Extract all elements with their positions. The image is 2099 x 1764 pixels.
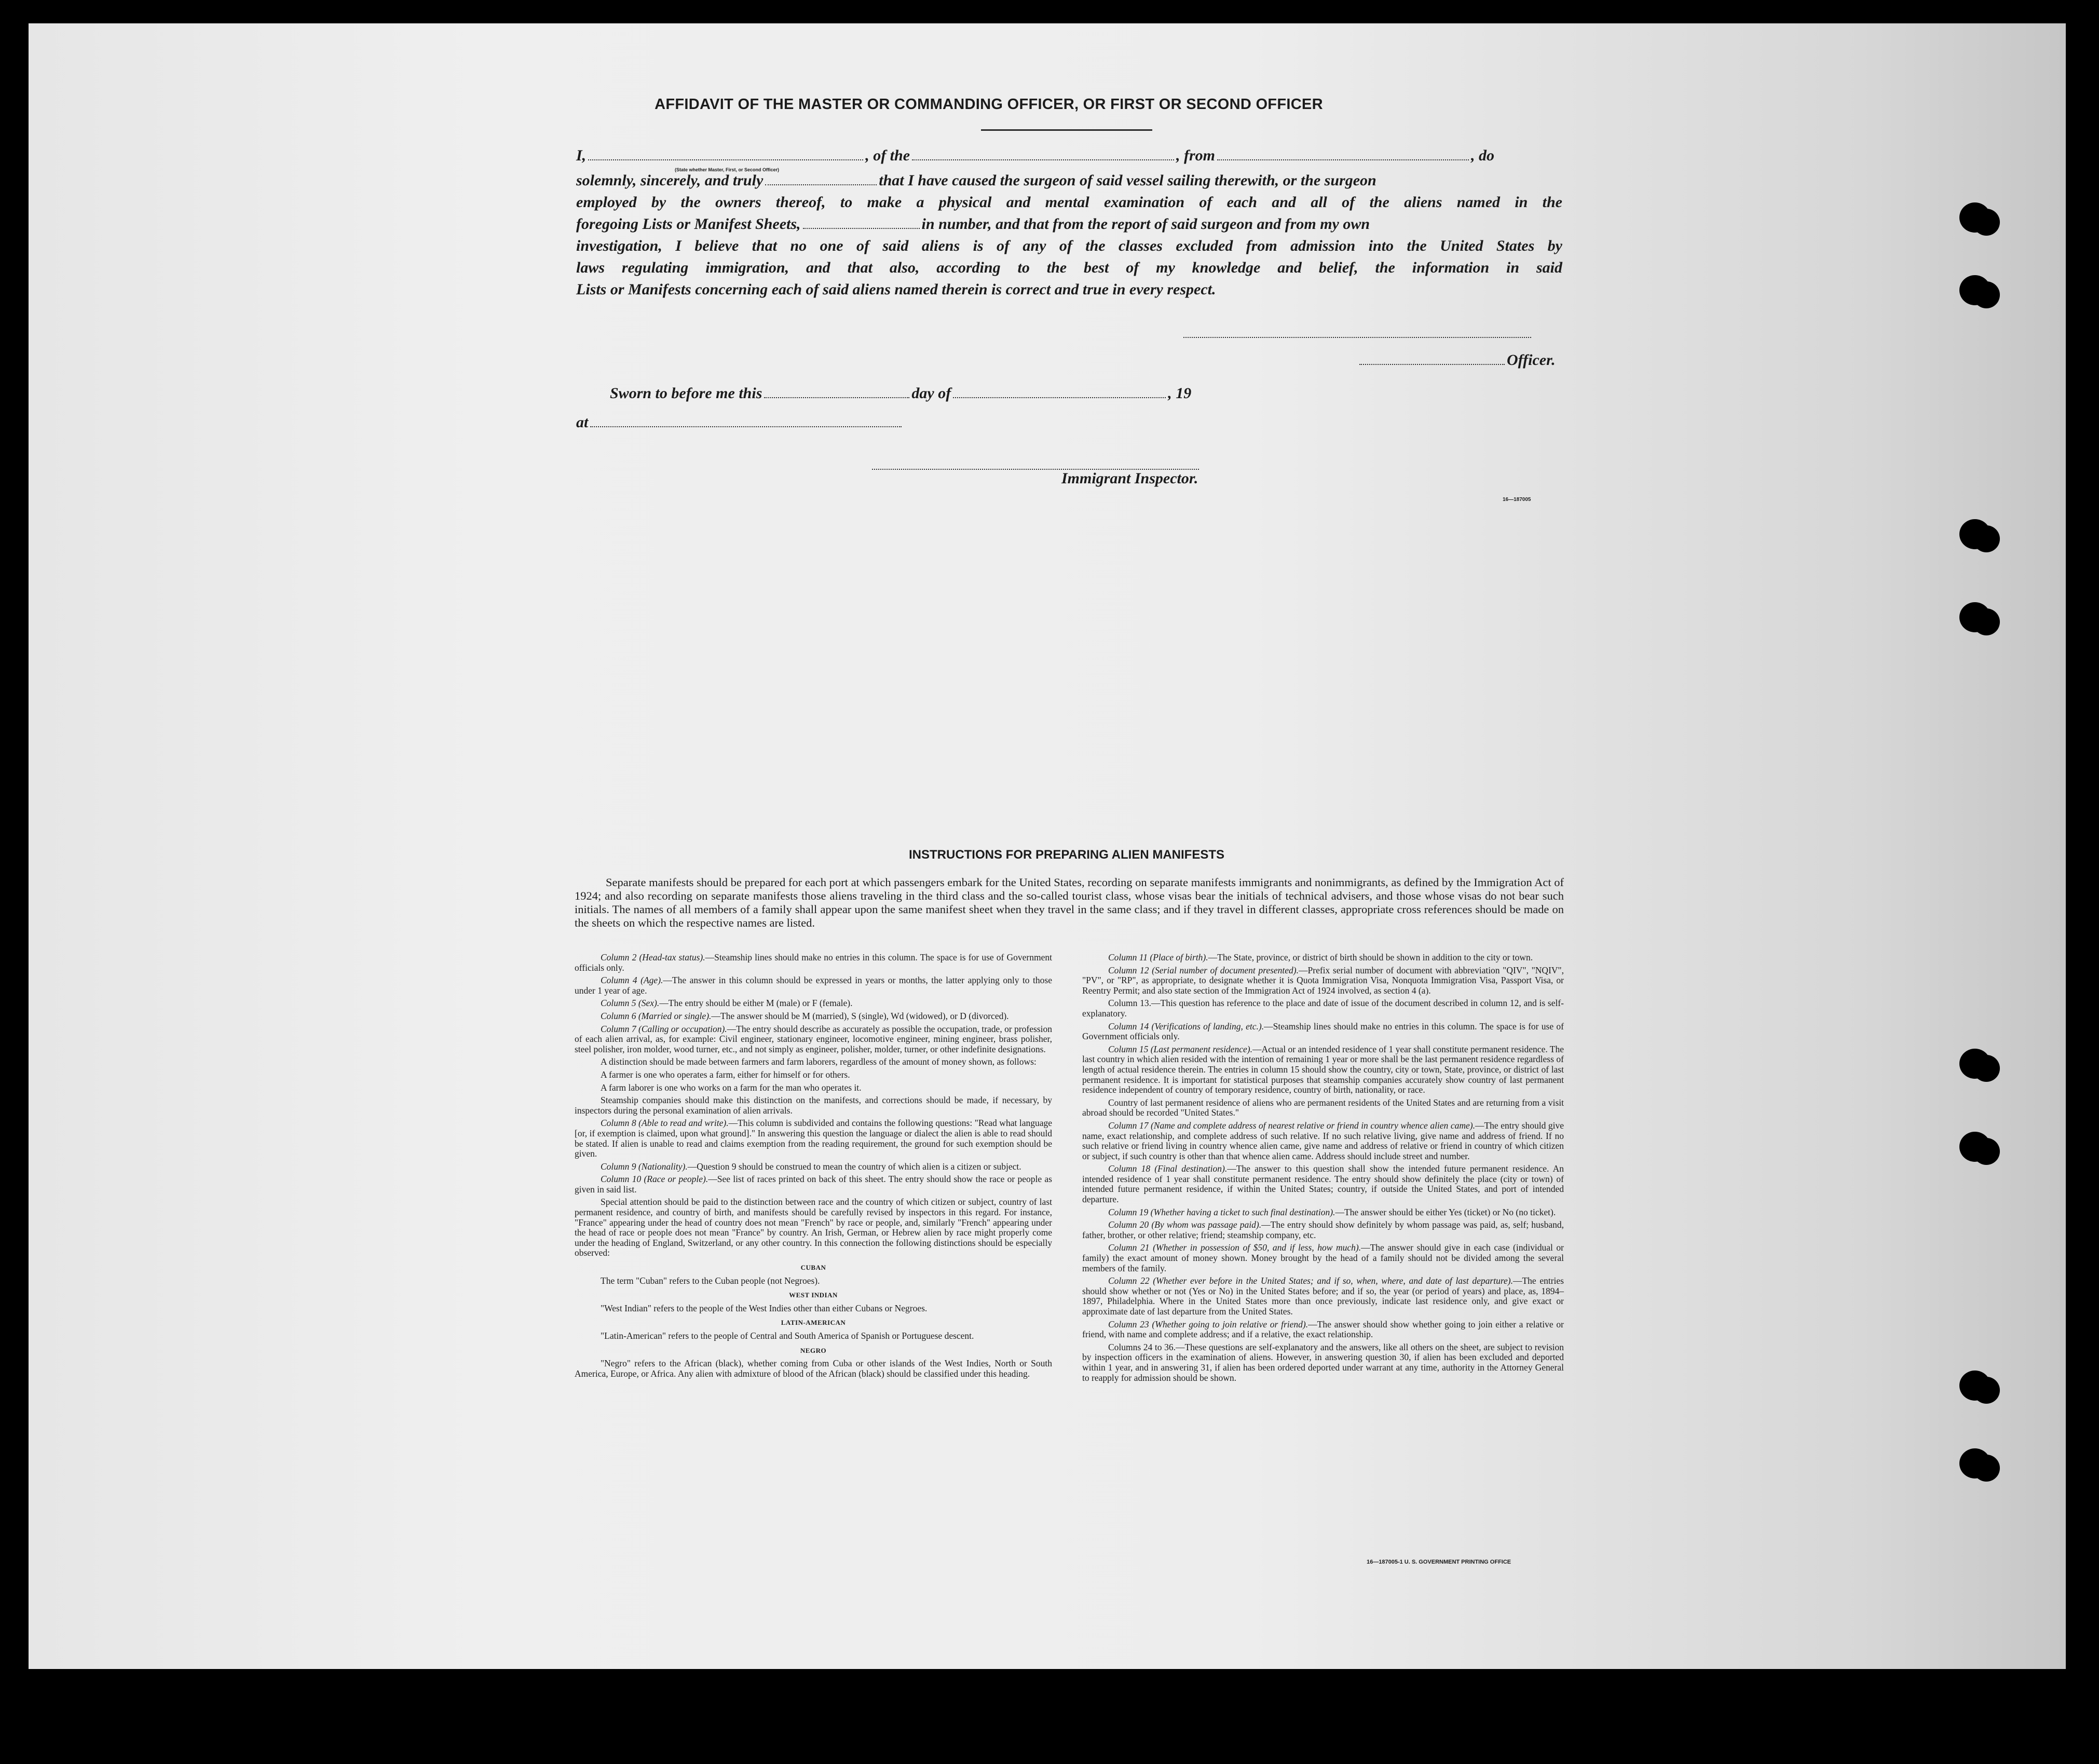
- punch-hole: [1959, 1371, 1991, 1401]
- form-code: 16—187005: [1503, 497, 1531, 503]
- instruction-paragraph: A distinction should be made between farmers and farm laborers, regardless of the amount of money shown, as follows:: [601, 1056, 1037, 1067]
- instruction-paragraph: "Negro" refers to the African (black), whether coming from Cuba or other islands of the West Indies, North or South America, Europe, or Africa. Any alien with admixture of blood of the African (black) should be classified under this heading.: [575, 1358, 1052, 1379]
- instruction-paragraph: Column 23 (Whether going to join relative or friend).—The answer should show whether going to join either a relative or friend, with name and complete address; and if a relative, the exact relationship.: [1082, 1319, 1564, 1340]
- instruction-paragraph: Column 21 (Whether in possession of $50, and if less, how much).—The answer should give in each case (individual or family) the exact amount of money shown. Money brought by the head of a family should not be divided among the several members of the family.: [1082, 1242, 1564, 1273]
- affidavit-line-5: investigation, I believe that no one of said aliens is of any of the classes excluded from admission into the United States by: [576, 237, 1562, 254]
- affidavit-text: in number, and that from the report of said surgeon and from my own: [921, 215, 1370, 233]
- instruction-paragraph: Steamship companies should make this distinction on the manifests, and corrections should be made, if necessary, by inspectors during the personal examination of alien arrivals.: [575, 1095, 1052, 1116]
- punch-hole: [1959, 275, 1991, 305]
- punch-hole: [1959, 1448, 1991, 1478]
- officer-rank-note: (State whether Master, First, or Second Officer): [675, 167, 780, 172]
- affidavit-word: , of the: [865, 147, 910, 164]
- instruction-paragraph: Column 11 (Place of birth).—The State, province, or district of birth should be shown in addition to the city or town.: [1108, 952, 1533, 962]
- punch-hole: [1959, 519, 1991, 549]
- instruction-paragraph: Column 15 (Last permanent residence).—Actual or an intended residence of 1 year shall constitute permanent residence. The last country in which alien resided with the intention of remaining 1 year or more shall be the last permanent residence regardless of length of actual residence therein. The entries in column 15 should show the country, city or town, State, province, or district of last permanent residence. It is important for statistical purposes that steamship companies accurately show country of last permanent residence independent of country of temporary residence, country of birth, nationality, or race.: [1082, 1043, 1564, 1095]
- affidavit-title: AFFIDAVIT OF THE MASTER OR COMMANDING OFFICER, OR FIRST OR SECOND OFFICER: [655, 96, 1323, 113]
- affidavit-line-7: Lists or Manifests concerning each of said aliens named therein is correct and true in every respect.: [576, 281, 1216, 298]
- instruction-paragraph: Column 2 (Head-tax status).—Steamship lines should make no entries in this column. The space is for use of Government officials only.: [575, 952, 1052, 973]
- punch-hole: [1959, 1132, 1991, 1162]
- sworn-row: [610, 385, 1191, 402]
- instruction-paragraph: Column 12 (Serial number of document presented).—Prefix serial number of document with abbreviation "QIV", "NQIV", "PV", or "RP", as appropriate, to designate whether it is Quota Immigration Visa, Nonquota Immigration Visa, Passport Visa, or Reentry Permit; and also state section of the Immigration Act of 1924 involved, as section 4 (a).: [1082, 965, 1564, 996]
- instruction-paragraph: Column 18 (Final destination).—The answer to this question shall show the intended future permanent residence. An intended residence of 1 year shall constitute permanent residence. The entry should show definitely the place (city or town) of intended future permanent residence, if within the United States; country, if outside the United States, and port of intended departure.: [1082, 1163, 1564, 1205]
- instruction-paragraph: Column 9 (Nationality).—Question 9 should be construed to mean the country of which alien is a citizen or subject.: [601, 1161, 1021, 1172]
- affidavit-text: foregoing Lists or Manifest Sheets,: [576, 215, 801, 233]
- instruction-paragraph: "West Indian" refers to the people of the West Indies other than either Cubans or Negroes.: [601, 1302, 928, 1313]
- instruction-paragraph: Column 6 (Married or single).—The answer should be M (married), S (single), Wd (widowed), or D (divorced).: [601, 1010, 1009, 1021]
- affidavit-line-6: laws regulating immigration, and that also, according to the best of my knowledge and belief, the information in said: [576, 259, 1562, 276]
- instruction-paragraph: Column 5 (Sex).—The entry should be either M (male) or F (female).: [601, 998, 853, 1009]
- at-row: [576, 414, 904, 431]
- instructions-left-column: [575, 953, 1052, 1381]
- title-rule: [981, 129, 1152, 131]
- section-heading: CUBAN: [800, 1264, 826, 1272]
- officer-signature-row: [1357, 351, 1556, 369]
- printing-office-code: 16—187005-1 U. S. GOVERNMENT PRINTING OFFICE: [1367, 1559, 1511, 1565]
- instruction-paragraph: Columns 24 to 36.—These questions are self-explanatory and the answers, like all others on the sheet, are subject to revision by inspection officers in the examination of aliens. However, in answering question 30, if alien has been excluded and deported within 1 year, and in answering 31, if alien has been ordered deported under warrant at any time, authority in the Attorney General to reapply for admission should be shown.: [1082, 1341, 1564, 1383]
- instruction-paragraph: A farmer is one who operates a farm, either for himself or for others.: [601, 1069, 850, 1080]
- instruction-paragraph: Column 20 (By whom was passage paid).—The entry should show definitely by whom passage was paid, as, self; husband, father, brother, or other relative; friend; steamship company, etc.: [1082, 1219, 1564, 1240]
- instruction-paragraph: The term "Cuban" refers to the Cuban people (not Negroes).: [601, 1275, 820, 1286]
- instruction-paragraph: "Latin-American" refers to the people of Central and South America of Spanish or Portuguese descent.: [601, 1331, 974, 1341]
- signature-line: [1183, 337, 1531, 338]
- section-heading: NEGRO: [800, 1346, 827, 1354]
- instruction-paragraph: Column 10 (Race or people).—See list of races printed on back of this sheet. The entry should show the race or people as given in said list.: [575, 1174, 1052, 1195]
- manifest-sheet: [29, 23, 2066, 1669]
- affidavit-line-1: [576, 147, 1562, 165]
- inspector-label: Immigrant Inspector.: [1061, 470, 1198, 487]
- affidavit-text: solemnly, sincerely, and truly: [576, 172, 764, 189]
- section-heading: WEST INDIAN: [789, 1291, 838, 1299]
- affidavit-line-4: [576, 215, 1562, 233]
- instructions-intro: Separate manifests should be prepared for each port at which passengers embark for the United States, recording on separate manifests immigrants and nonimmigrants, as defined by the Immigration Act of 1924; and also recording on separate manifests those aliens traveling in the third class and the so-called tourist class, whose visas bear the initials of technical advisers, and those whose visas do not bear such initials. The names of all members of a family shall appear upon the same manifest sheet when they travel in the same class; and if they travel in different classes, appropriate cross references should be made on the sheets on which the respective names are listed.: [575, 876, 1564, 929]
- instruction-paragraph: Column 8 (Able to read and write).—This column is subdivided and contains the following questions: "Read what language [or, if exemption is claimed, upon what ground]." In answering this question the language or dialect the alien is able to read should be stated. If alien is unable to read and claims exemption from the reading requirement, the ground for such exemption should be given.: [575, 1118, 1052, 1159]
- section-heading: LATIN-AMERICAN: [781, 1319, 846, 1327]
- punch-hole: [1959, 202, 1991, 233]
- instruction-paragraph: Column 19 (Whether having a ticket to such final destination).—The answer should be either Yes (ticket) or No (no ticket).: [1108, 1206, 1556, 1217]
- affidavit-word: , do: [1471, 147, 1495, 164]
- instruction-paragraph: Column 17 (Name and complete address of nearest relative or friend in country whence alien came).—The entry should give name, exact relationship, and complete address of such relative. If no such relative living, give name and address of friend. If no such relative or friend living in country whence alien came, give name and address of relative or friend in country of which citizen or subject, if such country is other than that whence alien came. Address should include street and number.: [1082, 1120, 1564, 1161]
- punch-hole: [1959, 1049, 1991, 1079]
- sworn-label: Sworn to before me this: [610, 385, 762, 402]
- affidavit-word: , from: [1176, 147, 1216, 164]
- instruction-paragraph: A farm laborer is one who works on a farm for the man who operates it.: [601, 1082, 862, 1093]
- affidavit-word: I,: [576, 147, 587, 164]
- instructions-right-column: [1082, 953, 1564, 1386]
- instruction-paragraph: Special attention should be paid to the distinction between race and the country of which citizen or subject, country of last permanent residence, and country of birth, and manifests should be carefully revised by inspectors in this regard. For instance, "France" appearing under the head of country does not mean "French" by race or people, and, similarly "French" appearing under the head of race or people does not mean "France" by country. An Irish, German, or Hebrew alien by race might properly come under the heading of England, Switzerland, or any other country. In this connection the following distinctions should be especially observed:: [575, 1197, 1052, 1258]
- officer-label: Officer.: [1507, 351, 1556, 369]
- at-label: at: [576, 414, 589, 431]
- instruction-paragraph: Column 4 (Age).—The answer in this column should be expressed in years or months, the latter applying only to those under 1 year of age.: [575, 975, 1052, 996]
- instruction-paragraph: Column 14 (Verifications of landing, etc.).—Steamship lines should make no entries in this column. The space is for use of Government officials only.: [1082, 1021, 1564, 1042]
- instruction-paragraph: Column 13.—This question has reference to the place and date of issue of the document described in column 12, and is self-explanatory.: [1082, 998, 1564, 1019]
- instruction-paragraph: Column 7 (Calling or occupation).—The entry should describe as accurately as possible the occupation, trade, or profession of each alien arrival, as, for example: Civil engineer, stationary engineer, locomotive engineer, mining engineer, brass polisher, steel polisher, iron molder, wood turner, etc., and not simply as engineer, polisher, molder, turner, or other indefinite designations.: [575, 1023, 1052, 1054]
- instruction-paragraph: Column 22 (Whether ever before in the United States; and if so, when, where, and date of last departure).—The entries should show whether or not (Yes or No) in the United States before; and if so, the year (or period of years) and place, as, 1894–1897, Philadelphia. Where in the United States more than once previously, indicate last residence only, and give exact or approximate date of last departure from the United States.: [1082, 1275, 1564, 1317]
- instructions-title: INSTRUCTIONS FOR PREPARING ALIEN MANIFESTS: [908, 848, 1224, 862]
- affidavit-line-3: employed by the owners thereof, to make a physical and mental examination of each and all of the aliens named in the: [576, 194, 1562, 211]
- instruction-paragraph: Country of last permanent residence of aliens who are permanent residents of the United States and are returning from a visit abroad should be recorded "United States.": [1082, 1097, 1564, 1118]
- punch-hole: [1959, 602, 1991, 632]
- day-of-label: day of: [911, 385, 951, 402]
- affidavit-text: that I have caused the surgeon of said vessel sailing therewith, or the surgeon: [879, 172, 1376, 189]
- affidavit-line-2: [576, 172, 1562, 189]
- year-label: , 19: [1168, 385, 1192, 402]
